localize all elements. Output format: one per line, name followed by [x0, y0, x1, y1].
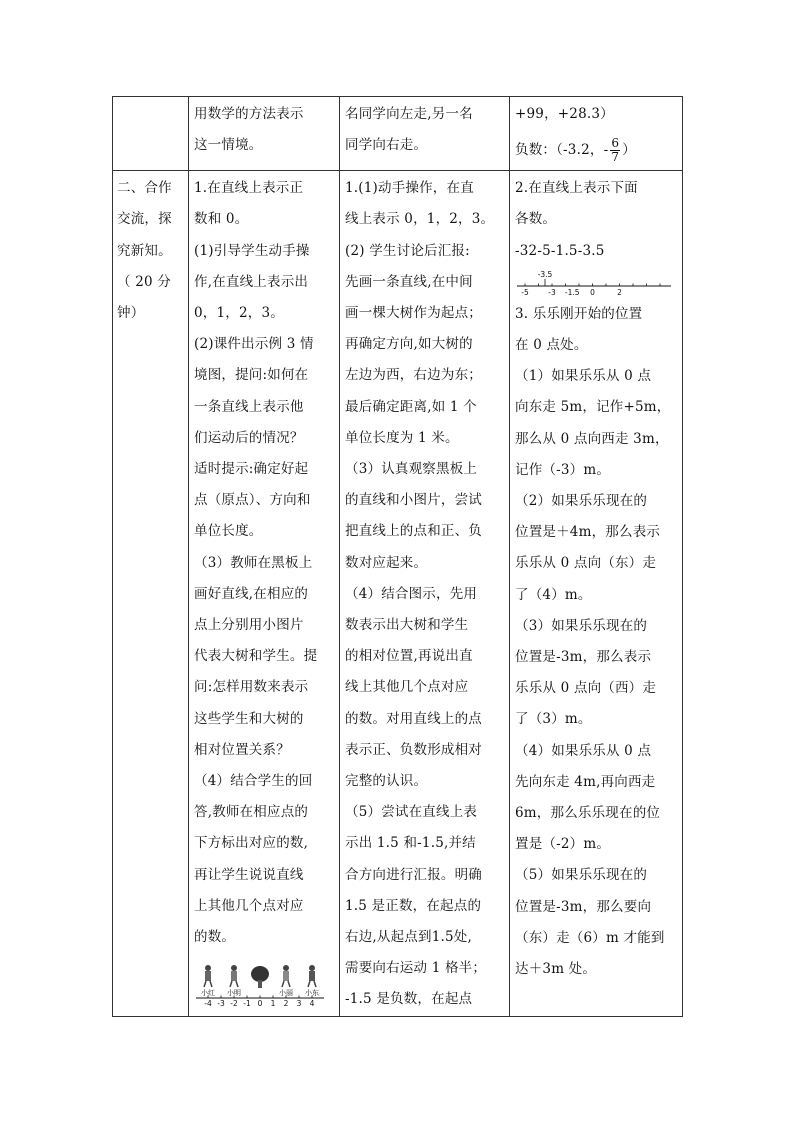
text-line: (2)课件出示例 3 情 — [194, 336, 314, 353]
text-line: 左边为西，右边为东； — [345, 367, 482, 384]
text-line: 在 0 点处。 — [515, 337, 588, 354]
text-line: 再让学生说说直线 — [194, 866, 304, 883]
text-line: 记作（-3）m。 — [515, 461, 611, 478]
text-line: 下方标出对应的数, — [194, 835, 309, 852]
figure-tick-label: 4 — [309, 999, 315, 1008]
figure-tick-label: 3 — [296, 999, 302, 1008]
student-activity-cell — [340, 171, 510, 1016]
teacher-activity-cell — [189, 97, 340, 171]
text-line: 表示正、负数形成相对 — [345, 741, 482, 758]
text-line: 6m，那么乐乐现在的位 — [515, 805, 661, 822]
fraction-numerator: 6 — [611, 136, 620, 151]
text-line: (1)引导学生动手操 — [194, 242, 310, 259]
figure-name-label: 小红 — [201, 989, 215, 998]
figure-ticks — [204, 996, 314, 1008]
fraction-denominator: 7 — [611, 150, 620, 165]
figure-tick-label: -1 — [243, 999, 251, 1008]
text-line: -32-5-1.5-3.5 — [515, 242, 605, 259]
table-row — [113, 97, 683, 171]
text-line: 先画一条直线,在中间 — [345, 273, 473, 290]
text-line: 需要向右运动 1 格半； — [345, 960, 487, 977]
text-line: 同学向右走。 — [345, 137, 428, 154]
figure-name-label: 小明 — [227, 989, 241, 998]
text-line: 画一棵大树作为起点； — [345, 305, 482, 322]
text-line: 右边,从起点到1.5处, — [345, 929, 472, 946]
text-line: 1.(1)动手操作，在直 — [345, 180, 474, 197]
text-line: 问:怎样用数来表示 — [194, 679, 309, 696]
text-line: （4）结合学生的回 — [194, 773, 313, 790]
number-line-tick-label: 2 — [617, 287, 622, 297]
stage-cell — [113, 97, 189, 171]
text-line: （2）如果乐乐现在的 — [515, 493, 648, 510]
text-line: 向东走 5m，记作+5m， — [515, 399, 671, 416]
text-line: （4）如果乐乐从 0 点 — [515, 742, 652, 759]
text-line: 3. 乐乐刚开始的位置 — [515, 305, 643, 322]
text-line: 位置是＋4m，那么表示 — [515, 524, 661, 541]
fraction — [610, 137, 620, 164]
text-line: 点（原点）、方向和 — [194, 492, 311, 509]
text-line: （3）认真观察黑板上 — [345, 461, 478, 478]
text-line: 再确定方向,如大树的 — [345, 336, 473, 353]
text-line: 的数。 — [194, 929, 236, 946]
text-line: 线上其他几个点对应 — [345, 679, 469, 696]
exercise-cell — [510, 97, 683, 171]
teacher-activity-cell — [189, 171, 340, 1016]
negative-prefix: 负数：（-3.2，- — [515, 142, 609, 159]
text-line: 示出 1.5 和-1.5,并结 — [345, 835, 476, 852]
text-line: 们运动后的情况？ — [194, 429, 304, 446]
text-line: 一条直线上表示他 — [194, 398, 304, 415]
figure-name-label: 小东 — [305, 989, 319, 998]
text-line: 代表大树和学生。提 — [194, 648, 318, 665]
text-line: 的相对位置,再说出直 — [345, 648, 473, 665]
figure-name-label: 小丽 — [279, 989, 293, 998]
text-line: (2) 学生讨论后汇报: — [345, 242, 470, 259]
text-line: 线上表示 0，1，2，3。 — [345, 211, 495, 228]
text-line: 交流，探 — [117, 211, 172, 228]
text-line: （1）如果乐乐从 0 点 — [515, 368, 652, 385]
text-line: 把直线上的点和正、负 — [345, 523, 482, 540]
figure-tick-label: 1 — [270, 999, 276, 1008]
text-line: 位置是-3m，那么表示 — [515, 649, 652, 666]
text-line: 答,教师在相应点的 — [194, 804, 309, 821]
text-line: 乐乐从 0 点向（东）走 — [515, 555, 657, 572]
student-activity-text — [340, 97, 509, 161]
text-line: 单位长度为 1 米。 — [345, 429, 459, 446]
text-line: 用数学的方法表示 — [194, 106, 304, 122]
exercise-text — [515, 173, 678, 267]
text-line: 适时提示:确定好起 — [194, 461, 309, 478]
text-line: 画好直线,在相应的 — [194, 585, 309, 602]
text-line: 1.5 是正数，在起点的 — [345, 897, 482, 914]
text-line: 数和 0。 — [194, 211, 249, 228]
text-line: 这一情境。 — [194, 137, 263, 154]
text-line: 钟） — [117, 305, 145, 322]
person-icon — [204, 965, 212, 987]
text-line: 各数。 — [515, 211, 557, 228]
text-line: 置是（-2）m。 — [515, 836, 611, 853]
text-line: 合方向进行汇报。明确 — [345, 866, 482, 883]
text-line: 先向东走 4m,再向西走 — [515, 773, 656, 790]
exercise-text-line: +99，+28.3） — [515, 106, 614, 122]
text-line: 的直线和小图片，尝试 — [345, 492, 482, 509]
text-line: 的数。对用直线上的点 — [345, 710, 482, 727]
text-line: 2.在直线上表示下面 — [515, 180, 638, 197]
text-line: 了（4）m。 — [515, 586, 592, 603]
figure-tick-label: 2 — [283, 999, 289, 1008]
text-line: 最后确定距离,如 1 个 — [345, 398, 477, 415]
text-line: （4）结合图示，先用 — [345, 585, 478, 602]
text-line: 那么从 0 点向西走 3m， — [515, 430, 669, 447]
text-line: 位置是-3m，那么要向 — [515, 898, 652, 915]
number-line-figure — [515, 269, 675, 297]
figure-tick-label: -2 — [230, 999, 238, 1008]
person-icon — [230, 965, 238, 987]
negative-suffix: ） — [622, 142, 636, 159]
exercise-cell — [510, 171, 683, 1016]
person-icon — [308, 965, 316, 987]
text-line: 数表示出大树和学生 — [345, 617, 469, 634]
text-line: 单位长度。 — [194, 523, 263, 540]
negative-numbers-line — [515, 130, 678, 170]
text-line: 上其他几个点对应 — [194, 897, 304, 914]
text-line: 名同学向左走,另一名 — [345, 106, 473, 122]
number-line-tick-label: 0 — [590, 287, 595, 297]
text-line: （3）教师在黑板上 — [194, 554, 313, 571]
figure-tick-label: 0 — [257, 999, 263, 1008]
text-line: 作,在直线上表示出 — [194, 273, 309, 290]
text-line: 二、合作 — [117, 180, 172, 197]
person-icon — [282, 965, 290, 987]
number-line-tick-label: -5 — [521, 287, 529, 297]
text-line: （ 20 分 — [117, 273, 171, 290]
text-line: （3）如果乐乐现在的 — [515, 617, 648, 634]
lesson-table — [112, 96, 683, 1017]
number-line-top-label: -3.5 — [537, 269, 553, 279]
text-line: 达＋3m 处。 — [515, 961, 597, 978]
figure-people — [204, 965, 316, 988]
student-activity-text — [340, 171, 509, 1015]
text-line: 数对应起来。 — [345, 554, 428, 571]
text-line: -1.5 是负数，在起点 — [345, 991, 473, 1008]
text-line: 点上分别用小图片 — [194, 617, 304, 634]
text-line: 境图，提问:如何在 — [194, 367, 309, 384]
teacher-activity-text — [194, 173, 335, 953]
number-line-tick-label: -1.5 — [564, 287, 580, 297]
figure-tick-label: -3 — [217, 999, 225, 1008]
text-line: （东）走（6）m 才能到 — [515, 929, 665, 946]
example3-figure — [194, 961, 326, 1007]
text-line: （5）如果乐乐现在的 — [515, 867, 648, 884]
text-line: （5）尝试在直线上表 — [345, 804, 478, 821]
exercise-text — [515, 299, 678, 985]
stage-cell — [113, 171, 189, 1016]
text-line: 0，1，2，3。 — [194, 305, 284, 322]
text-line: 了（3）m。 — [515, 711, 592, 728]
teacher-activity-text — [189, 97, 339, 161]
student-activity-cell — [340, 97, 510, 171]
text-line: 1.在直线上表示正 — [194, 180, 304, 197]
stage-text — [113, 171, 188, 329]
tree-icon — [251, 966, 269, 988]
text-line: 究新知。 — [117, 242, 172, 259]
text-line: 相对位置关系？ — [194, 741, 290, 758]
text-line: 这些学生和大树的 — [194, 710, 304, 727]
text-line: 完整的认识。 — [345, 773, 428, 790]
table-row — [113, 171, 683, 1016]
figure-tick-label: -4 — [204, 999, 212, 1008]
number-line-tick-label: -3 — [548, 287, 556, 297]
text-line: 乐乐从 0 点向（西）走 — [515, 680, 657, 697]
